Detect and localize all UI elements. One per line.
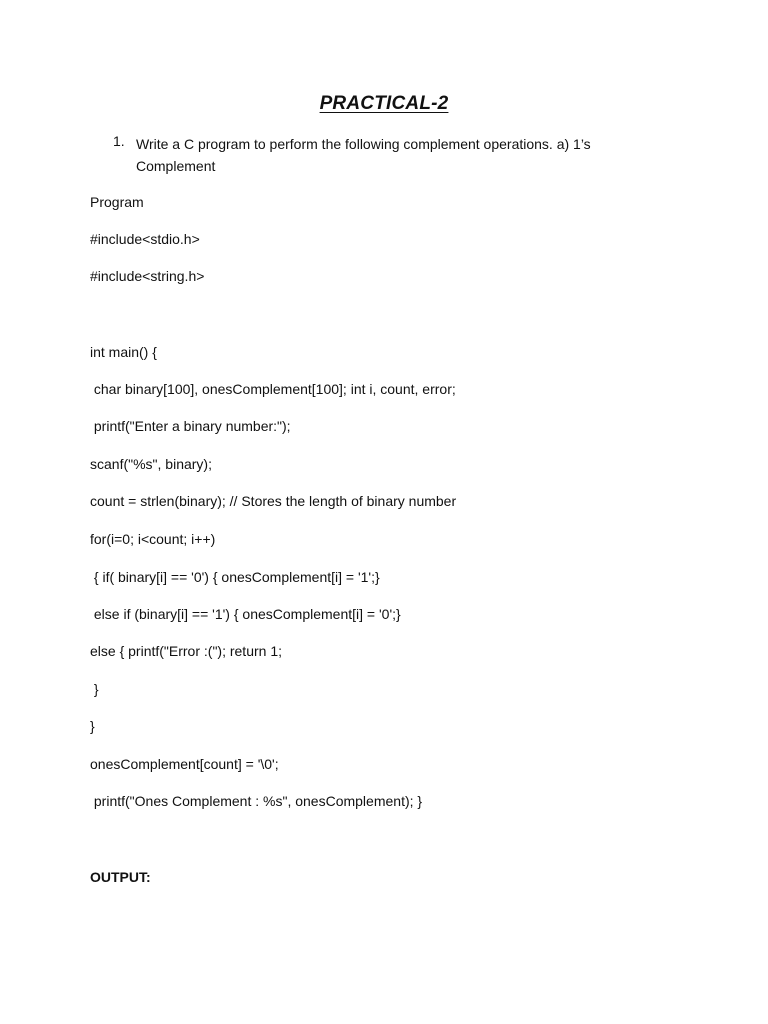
code-line-close-brace-inner: } — [90, 681, 99, 697]
code-line-terminator: onesComplement[count] = '\0'; — [90, 756, 279, 772]
question-number: 1. — [113, 133, 125, 149]
output-label: OUTPUT: — [90, 869, 151, 885]
page-title: PRACTICAL-2 — [319, 93, 449, 114]
code-line-scanf: scanf("%s", binary); — [90, 456, 212, 472]
code-line-close-brace-loop: } — [90, 718, 95, 734]
code-line-include-stdio: #include<stdio.h> — [90, 231, 200, 247]
code-line-main: int main() { — [90, 344, 157, 360]
code-line-if-zero: { if( binary[i] == '0') { onesComplement[i] = '1';} — [90, 569, 380, 585]
code-line-prompt: printf("Enter a binary number:"); — [90, 418, 291, 434]
program-label: Program — [90, 194, 144, 210]
code-line-for: for(i=0; i<count; i++) — [90, 531, 216, 547]
code-line-else-error: else { printf("Error :("); return 1; — [90, 643, 282, 659]
code-line-else-if-one: else if (binary[i] == '1') { onesComplement[i] = '0';} — [90, 606, 401, 622]
code-line-include-string: #include<string.h> — [90, 268, 205, 284]
code-line-print-result: printf("Ones Complement : %s", onesComplement); } — [90, 793, 423, 809]
code-line-count: count = strlen(binary); // Stores the length of binary number — [90, 493, 457, 509]
question-text: Write a C program to perform the following complement operations. a) 1’s Complement — [136, 136, 591, 174]
code-line-declarations: char binary[100], onesComplement[100]; int i, count, error; — [90, 381, 456, 397]
